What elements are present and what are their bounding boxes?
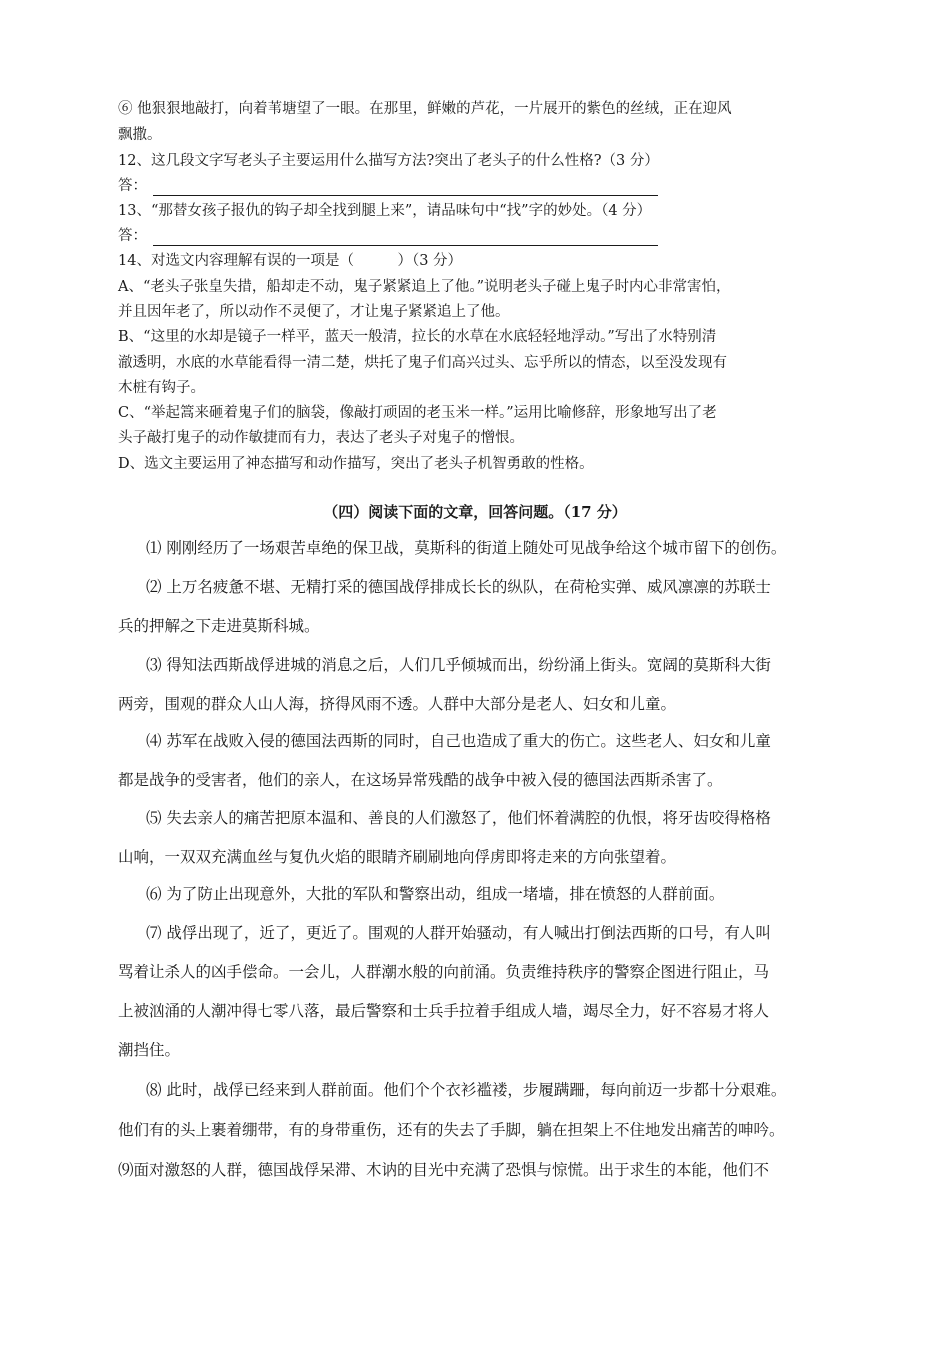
answer-blank[interactable] bbox=[153, 181, 658, 196]
paragraph-2-line-1: ⑵ 上万名疲惫不堪、无精打采的德国战俘排成长长的纵队，在荷枪实弹、威风凛凛的苏联士 bbox=[146, 578, 771, 596]
option-d-line-1: D、选文主要运用了神态描写和动作描写，突出了老头子机智勇敢的性格。 bbox=[118, 456, 594, 472]
paragraph-8-line-2: 他们有的头上裹着绷带，有的身带重伤，还有的失去了手脚，躺在担架上不住地发出痛苦的呻吟。 bbox=[118, 1121, 785, 1139]
paragraph-1: ⑴ 刚刚经历了一场艰苦卓绝的保卫战，莫斯科的街道上随处可见战争给这个城市留下的创伤。 bbox=[146, 539, 787, 557]
question-12: 12、这几段文字写老头子主要运用什么描写方法?突出了老头子的什么性格?（3 分） bbox=[118, 153, 659, 169]
paragraph-4-line-1: ⑷ 苏军在战败入侵的德国法西斯的同时，自己也造成了重大的伤亡。这些老人、妇女和儿童 bbox=[146, 732, 771, 750]
option-a-line-1: A、“老头子张皇失措，船却走不动，鬼子紧紧追上了他。”说明老头子碰上鬼子时内心非常害怕， bbox=[118, 279, 731, 295]
answer-label: 答： bbox=[118, 178, 147, 194]
paragraph-9-line-1: ⑼面对激怒的人群，德国战俘呆滞、木讷的目光中充满了恐惧与惊慌。出于求生的本能，他们不 bbox=[118, 1161, 770, 1179]
paragraph-8-line-1: ⑻ 此时，战俘已经来到人群前面。他们个个衣衫褴褛，步履蹒跚，每向前迈一步都十分艰难。 bbox=[146, 1081, 787, 1099]
section-heading: （四）阅读下面的文章，回答问题。（17 分） bbox=[323, 503, 627, 521]
paragraph-3-line-1: ⑶ 得知法西斯战俘进城的消息之后，人们几乎倾城而出，纷纷涌上街头。宽阔的莫斯科大街 bbox=[146, 656, 771, 674]
paragraph-7-line-4: 潮挡住。 bbox=[118, 1041, 181, 1059]
paragraph-5-line-1: ⑸ 失去亲人的痛苦把原本温和、善良的人们激怒了，他们怀着满腔的仇恨，将牙齿咬得格格 bbox=[146, 809, 771, 827]
paragraph-7-line-1: ⑺ 战俘出现了，近了，更近了。围观的人群开始骚动，有人喊出打倒法西斯的口号，有人叫 bbox=[146, 924, 771, 942]
paragraph-7-line-2: 骂着让杀人的凶手偿命。一会儿，人群潮水般的向前涌。负责维持秩序的警察企图进行阻止，马 bbox=[118, 963, 770, 981]
paragraph-2-line-2: 兵的押解之下走进莫斯科城。 bbox=[118, 617, 320, 635]
question-14: 14、对选文内容理解有误的一项是（ ）（3 分） bbox=[118, 253, 463, 269]
paragraph-4-line-2: 都是战争的受害者，他们的亲人，在这场异常残酷的战争中被入侵的德国法西斯杀害了。 bbox=[118, 771, 723, 789]
option-a-line-2: 并且因年老了，所以动作不灵便了，才让鬼子紧紧追上了他。 bbox=[118, 304, 510, 320]
answer-label: 答： bbox=[118, 228, 147, 244]
option-c-line-2: 头子敲打鬼子的动作敏捷而有力，表达了老头子对鬼子的憎恨。 bbox=[118, 430, 524, 446]
option-b-line-3: 木桩有钩子。 bbox=[118, 380, 205, 396]
paragraph-5-line-2: 山响，一双双充满血丝与复仇火焰的眼睛齐刷刷地向俘虏即将走来的方向张望着。 bbox=[118, 848, 677, 866]
q6-line-1: ⑥ 他狠狠地敲打，向着苇塘望了一眼。在那里，鲜嫩的芦花，一片展开的紫色的丝绒，正在迎风 bbox=[118, 101, 732, 117]
option-b-line-1: B、“这里的水却是镜子一样平，蓝天一般清，拉长的水草在水底轻轻地浮动。”写出了水特别清 bbox=[118, 329, 717, 345]
option-b-line-2: 澈透明，水底的水草能看得一清二楚，烘托了鬼子们高兴过头、忘乎所以的情态，以至没发现有 bbox=[118, 355, 727, 371]
q6-line-2: 飘撒。 bbox=[118, 127, 162, 143]
question-13: 13、“那替女孩子报仇的钩子却全找到腿上来”，请品味句中“找”字的妙处。（4 分） bbox=[118, 203, 652, 219]
answer-line-13 bbox=[118, 226, 658, 246]
paragraph-7-line-3: 上被汹涌的人潮冲得七零八落，最后警察和士兵手拉着手组成人墙，竭尽全力，好不容易才将人 bbox=[118, 1002, 770, 1020]
answer-blank[interactable] bbox=[153, 231, 658, 246]
paragraph-3-line-2: 两旁，围观的群众人山人海，挤得风雨不透。人群中大部分是老人、妇女和儿童。 bbox=[118, 695, 677, 713]
paragraph-6: ⑹ 为了防止出现意外，大批的军队和警察出动，组成一堵墙，排在愤怒的人群前面。 bbox=[146, 885, 725, 903]
option-c-line-1: C、“举起篙来砸着鬼子们的脑袋，像敲打顽固的老玉米一样。”运用比喻修辞，形象地写出了老 bbox=[118, 405, 717, 421]
answer-line-12 bbox=[118, 176, 658, 196]
